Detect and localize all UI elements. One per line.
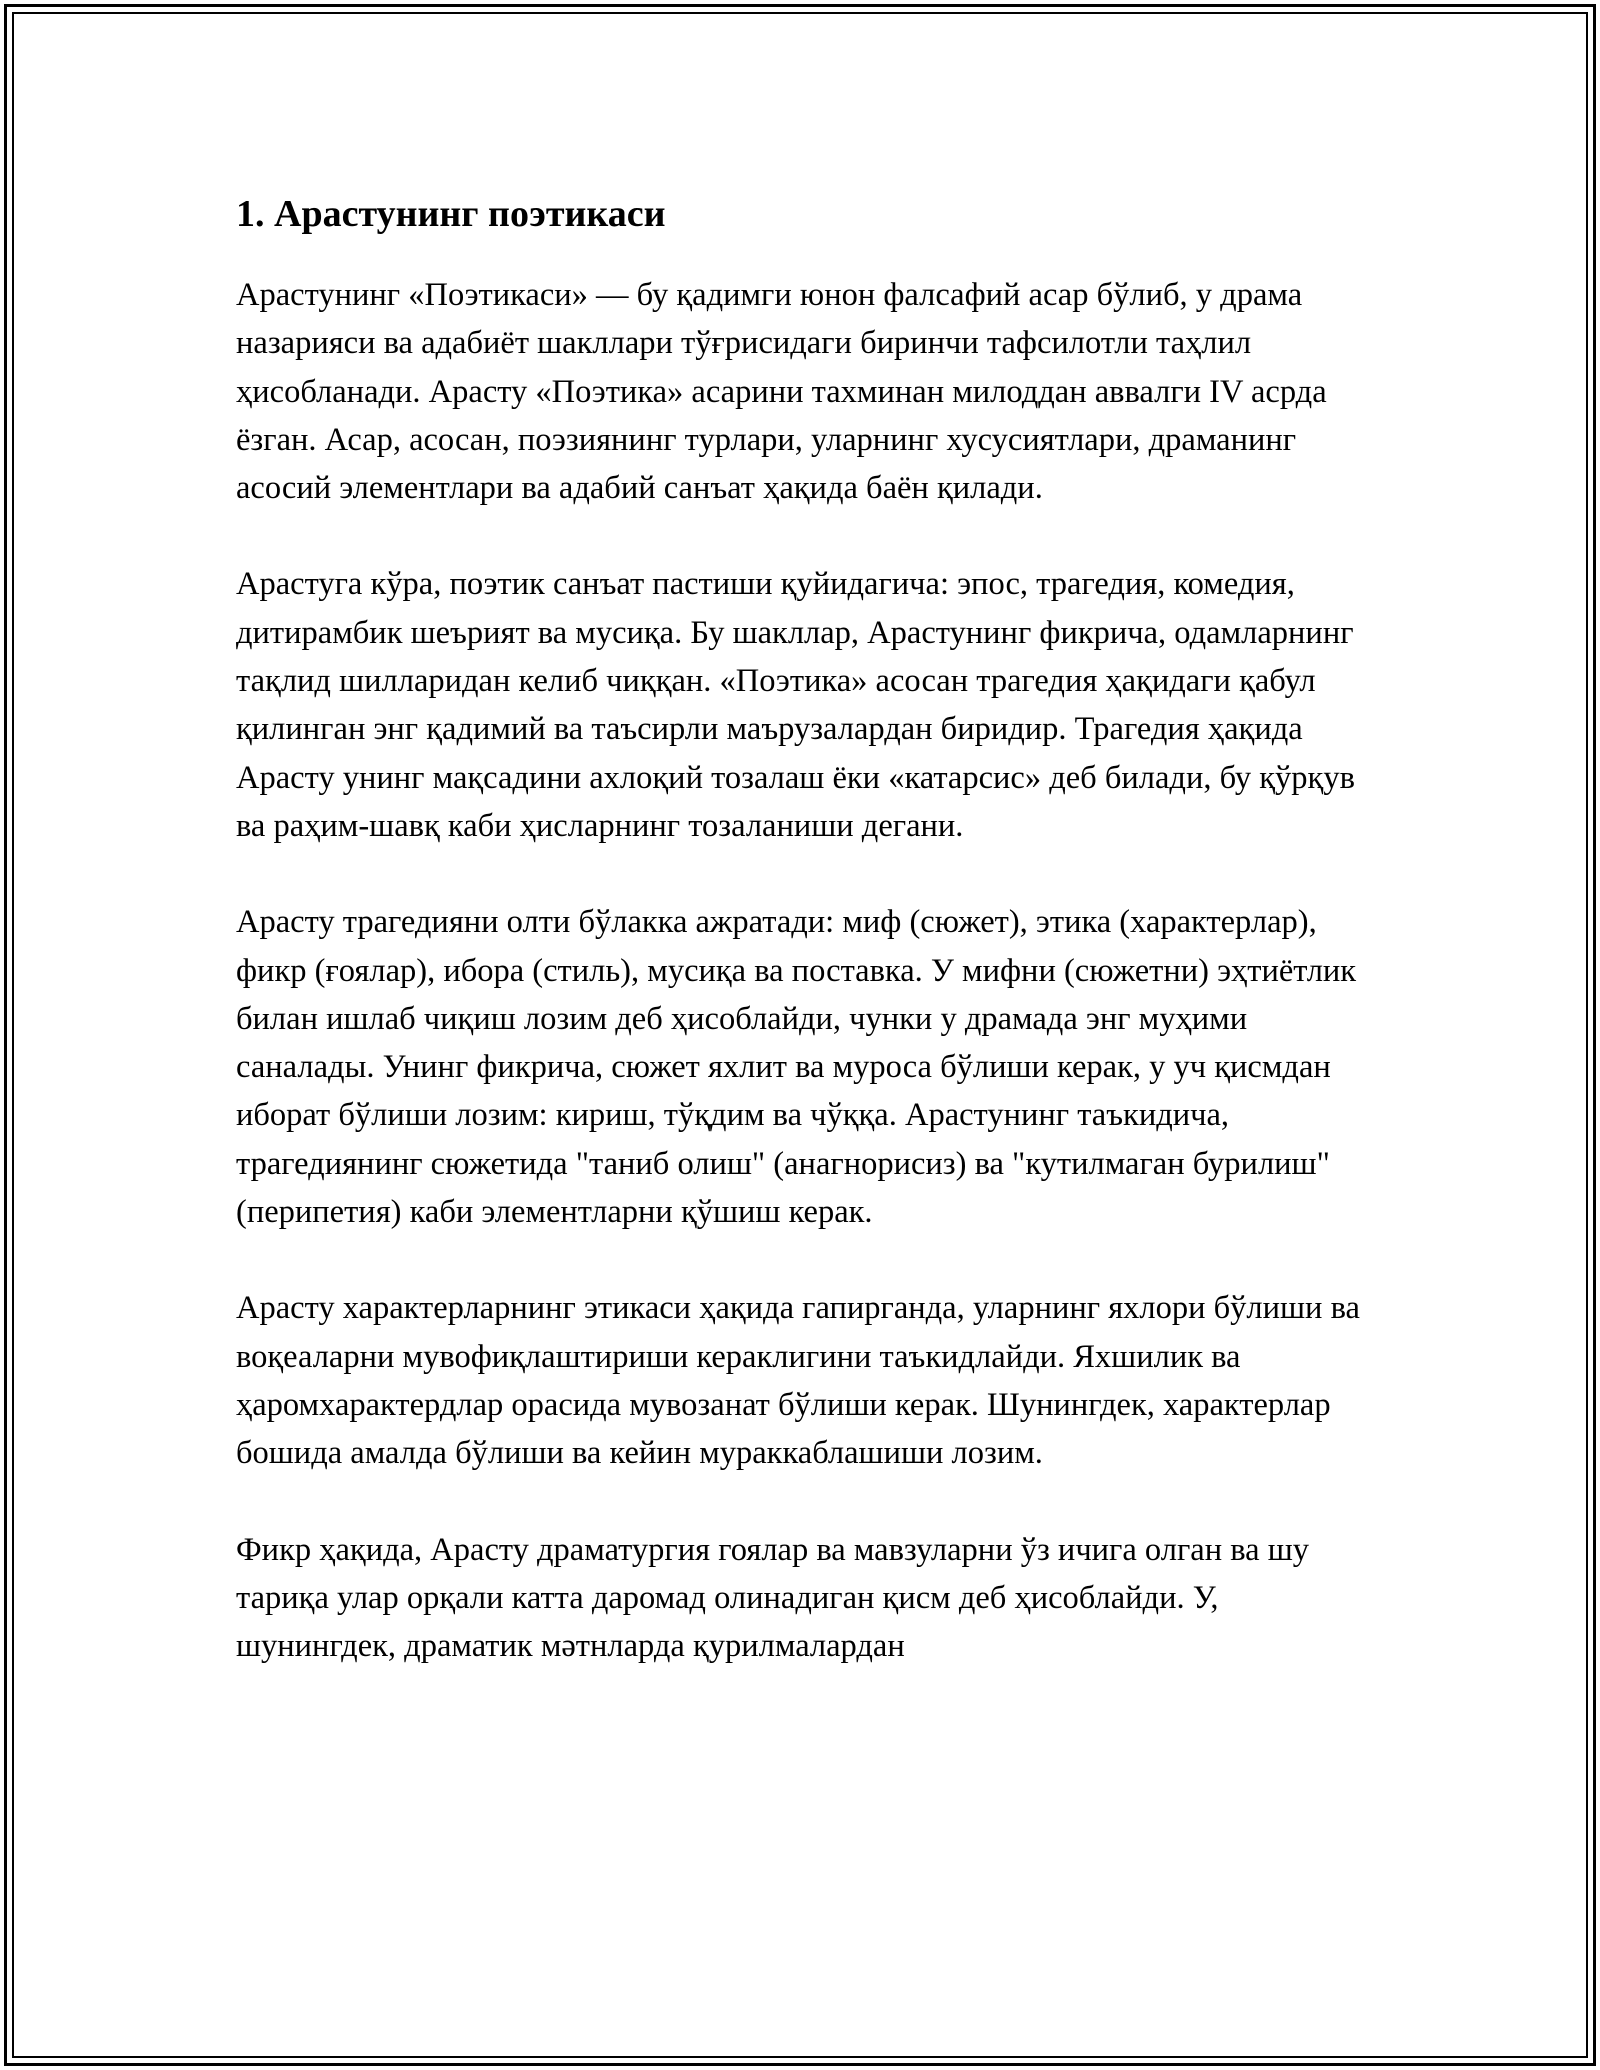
paragraph-1: Арастунинг «Поэтикаси» — бу қадимги юнон фалсафий асар бўлиб, у драма назарияси ва адабиёт шакллари тўғрисидаги биринчи тафсилотли таҳлил ҳисобланади. Арасту «Поэтика» асарини тахминан милоддан аввалги IV асрда ёзган. Асар, асосан, поэзиянинг турлари, уларнинг хусусиятлари, драманинг асосий элементлари ва адабий санъат ҳақида баён қилади. bbox=[236, 277, 1327, 507]
paragraph-4: Арасту характерларнинг этикаси ҳақида гапирганда, уларнинг яхлори бўлиши ва воқеаларни мувофиқлаштириши кераклигини таъкидлайди. Яхшилик ва ҳаромхарактердлар орасида мувозанат бўлиши керак. Шунингдек, характерлар бошида амалда бўлиши ва кейин мураккаблашиши лозим. bbox=[236, 1290, 1360, 1472]
paragraph-2: Арастуга кўра, поэтик санъат пастиши қуйидагича: эпос, трагедия, комедия, дитирамбик шеърият ва мусиқа. Бу шакллар, Арастунинг фикрича, одамларнинг тақлид шилларидан келиб чиққан. «Поэтика» асосан трагедия ҳақидаги қабул қилинган энг қадимий ва таъсирли маърузалардан биридир. Трагедия ҳақида Арасту унинг мақсадини ахлоқий тозалаш ёки «катарсис» деб билади, бу қўрқув ва раҳим-шавқ каби ҳисларнинг тозаланиши дегани. bbox=[236, 566, 1355, 844]
paragraph-5: Фикр ҳақида, Арасту драматургия гоялар ва мавзуларни ўз ичига олган ва шу тариқа улар орқали катта даромад олинадиган қисм деб ҳисоблайди. У, шунингдек, драматик мәтнларда қурилмалардан bbox=[236, 1531, 1309, 1665]
paragraph-3: Арасту трагедияни олти бўлакка ажратади: миф (сюжет), этика (характерлар), фикр (ғоялар), ибора (стиль), мусиқа ва поставка. У мифни (сюжетни) эҳтиётлик билан ишлаб чиқиш лозим деб ҳисоблайди, чунки у драмада энг муҳими саналады. Унинг фикрича, сюжет яхлит ва муроса бўлиши керак, у уч қисмдан иборат бўлиши лозим: кириш, тўқдим ва чўққа. Арастунинг таъкидича, трагедиянинг сюжетида "таниб олиш" (анагнорисиз) ва "кутилмаган бурилиш" (перипетия) каби элементларни қўшиш керак. bbox=[236, 904, 1357, 1231]
section-heading: 1. Арастунинг поэтикаси bbox=[236, 193, 666, 235]
document-body bbox=[236, 186, 1366, 1718]
